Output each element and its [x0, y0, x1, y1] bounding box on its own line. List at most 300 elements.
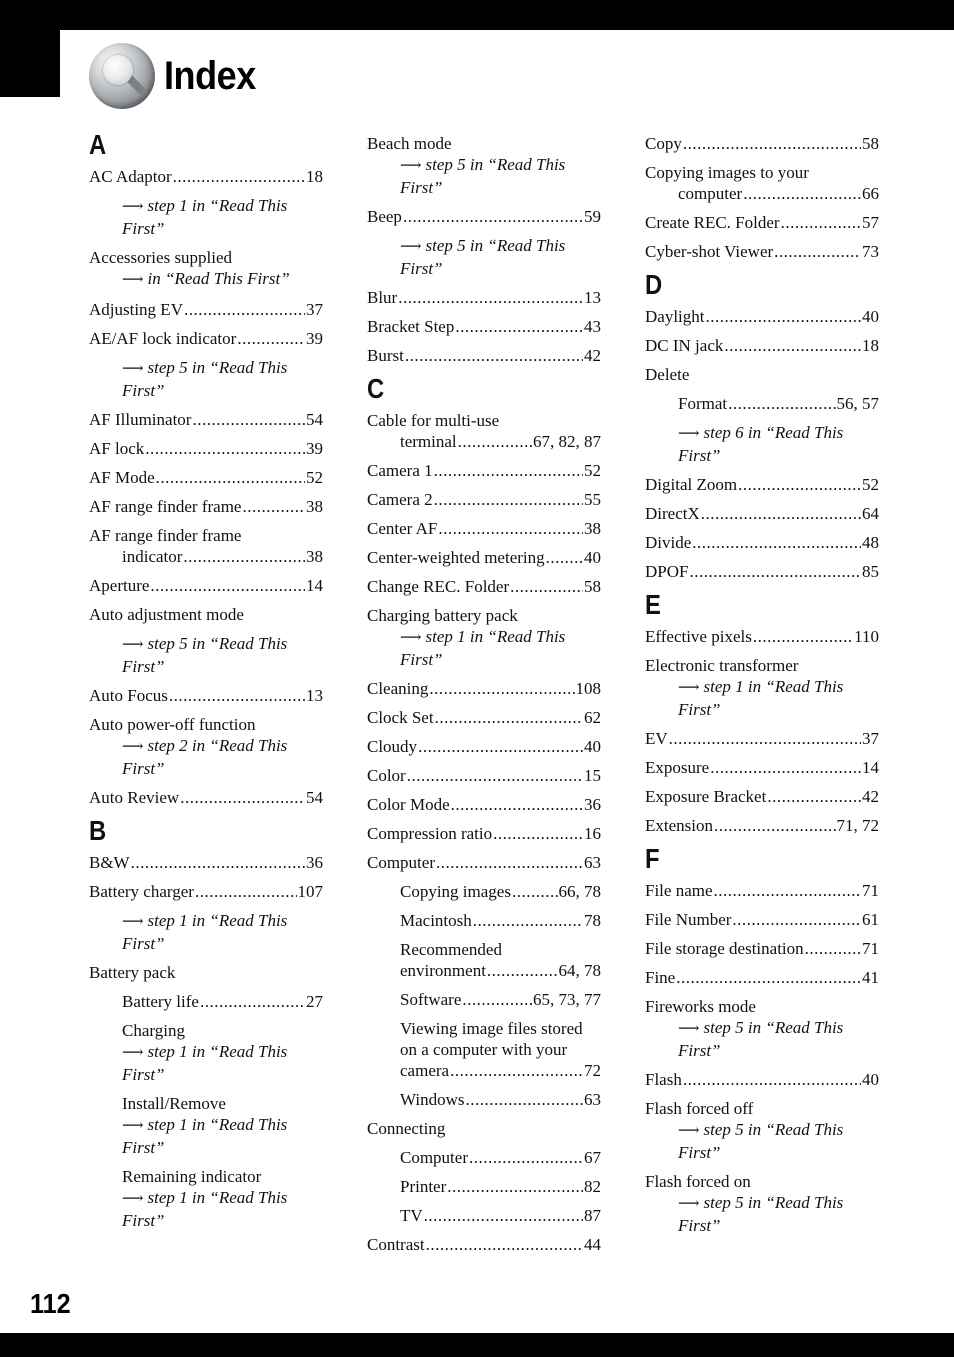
index-line — [645, 241, 879, 262]
leader-dots — [195, 881, 297, 902]
leader-dots — [429, 678, 574, 699]
page-title: Index — [164, 54, 256, 98]
leader-dots — [738, 474, 861, 495]
see-reference — [89, 268, 323, 291]
page-ref: 63 — [584, 853, 601, 872]
index-entry — [89, 575, 323, 596]
index-entry — [367, 133, 601, 198]
subentry-block — [367, 1147, 601, 1168]
index-entry — [89, 299, 323, 320]
leader-dots — [184, 299, 305, 320]
index-term: Cleaning — [367, 679, 429, 698]
see-reference-text: step 1 in “Read This — [703, 677, 844, 696]
index-term: Camera 1 — [367, 461, 433, 480]
top-black-bar — [0, 0, 954, 30]
index-term: Exposure — [645, 758, 710, 777]
see-reference-line — [122, 1114, 323, 1137]
see-reference-text-cont: First” — [122, 934, 165, 953]
see-reference-line — [122, 633, 323, 656]
index-line — [400, 910, 601, 931]
index-entry — [89, 496, 323, 517]
page-ref: 39 — [306, 439, 323, 458]
index-entry — [367, 605, 601, 670]
page-ref: 38 — [306, 547, 323, 566]
see-reference-text-cont: First” — [678, 1216, 721, 1235]
arrow-right-icon: ⟶ — [122, 1191, 144, 1207]
index-entry — [367, 852, 601, 873]
index-entry — [367, 206, 601, 227]
see-reference-text-cont: First” — [122, 1211, 165, 1230]
index-line — [645, 503, 879, 524]
index-term: computer — [678, 184, 743, 203]
index-term: Cable for multi-use — [367, 411, 500, 430]
index-term: Effective pixels — [645, 627, 752, 646]
page-ref: 72 — [584, 1061, 601, 1080]
index-term: Charging — [122, 1021, 185, 1040]
page-ref: 87 — [584, 1206, 601, 1225]
page-ref: 37 — [306, 300, 323, 319]
magnifier-icon — [89, 43, 155, 109]
page-ref: 39 — [306, 329, 323, 348]
page-ref: 107 — [297, 882, 323, 901]
index-entry — [645, 503, 879, 524]
index-line — [400, 1147, 601, 1168]
corner-black-tab — [0, 0, 60, 97]
page-ref: 54 — [306, 788, 323, 807]
see-reference-line — [122, 910, 323, 933]
index-line — [645, 212, 879, 233]
leader-dots — [706, 306, 862, 327]
index-entry — [367, 794, 601, 815]
index-term: Change REC. Folder — [367, 577, 510, 596]
leader-dots — [512, 881, 558, 902]
index-line — [122, 991, 323, 1012]
see-reference-text: step 5 in “Read This — [425, 236, 566, 255]
see-reference-text-cont: First” — [122, 381, 165, 400]
index-term: Contrast — [367, 1235, 425, 1254]
see-reference — [645, 1119, 879, 1163]
index-line — [89, 852, 323, 873]
index-entry — [645, 306, 879, 327]
page-ref: 71, 72 — [836, 816, 879, 835]
page-ref: 71 — [862, 881, 879, 900]
index-term: Flash — [645, 1070, 682, 1089]
index-entry — [645, 335, 879, 356]
arrow-right-icon: ⟶ — [122, 272, 144, 288]
leader-dots — [183, 546, 305, 567]
index-term: camera — [400, 1061, 450, 1080]
index-term: Clock Set — [367, 708, 434, 727]
index-entry — [645, 162, 879, 204]
leader-dots — [743, 183, 861, 204]
index-line — [400, 1205, 601, 1226]
index-entry — [645, 967, 879, 988]
leader-dots — [435, 707, 583, 728]
index-entry — [645, 880, 879, 901]
leader-dots — [692, 532, 861, 553]
arrow-right-icon: ⟶ — [678, 680, 700, 696]
subentry-block — [367, 881, 601, 902]
see-reference-text: step 5 in “Read This — [703, 1120, 844, 1139]
page-ref: 13 — [306, 686, 323, 705]
page-ref: 38 — [306, 497, 323, 516]
see-reference-line — [400, 626, 601, 649]
index-term: Auto power-off function — [89, 715, 256, 734]
page-ref: 58 — [862, 134, 879, 153]
subentry-block — [367, 1089, 601, 1110]
page-ref: 44 — [584, 1235, 601, 1254]
subentry-block — [89, 1093, 323, 1158]
index-term: Copy — [645, 134, 682, 153]
leader-dots — [237, 328, 305, 349]
page-ref: 67, 82, 87 — [533, 432, 601, 451]
leader-dots — [781, 212, 861, 233]
leader-dots — [714, 880, 861, 901]
index-term: DPOF — [645, 562, 689, 581]
index-line — [367, 316, 601, 337]
index-term: Compression ratio — [367, 824, 493, 843]
index-line — [367, 345, 601, 366]
leader-dots — [403, 206, 583, 227]
page-ref: 78 — [584, 911, 601, 930]
index-term: environment — [400, 961, 486, 980]
index-line — [89, 685, 323, 706]
page-number: 112 — [30, 1288, 71, 1319]
index-entry — [645, 133, 879, 154]
see-reference-text: in “Read This First” — [147, 269, 290, 288]
index-term: AF Illuminator — [89, 410, 192, 429]
see-reference-line — [678, 1119, 879, 1142]
see-reference-text: step 1 in “Read This — [147, 1115, 288, 1134]
index-line — [367, 287, 601, 308]
page-ref: 67 — [584, 1148, 601, 1167]
leader-dots — [473, 910, 583, 931]
page-ref: 36 — [306, 853, 323, 872]
index-term: Camera 2 — [367, 490, 433, 509]
index-term: Blur — [367, 288, 398, 307]
see-reference — [367, 235, 601, 279]
index-line — [89, 328, 323, 349]
index-term: Charging battery pack — [367, 606, 518, 625]
leader-dots — [150, 575, 305, 596]
see-reference — [367, 154, 601, 198]
index-entry — [89, 409, 323, 430]
see-reference — [89, 633, 323, 677]
index-line — [400, 960, 601, 981]
index-line — [89, 299, 323, 320]
leader-dots — [487, 960, 558, 981]
page-ref: 40 — [862, 307, 879, 326]
index-line — [89, 787, 323, 808]
page-ref: 56, 57 — [836, 394, 879, 413]
leader-dots — [192, 409, 305, 430]
index-line — [645, 183, 879, 204]
see-reference-line — [400, 235, 601, 258]
index-line — [89, 438, 323, 459]
index-reference — [89, 357, 323, 401]
index-entry — [645, 655, 879, 720]
index-term: Divide — [645, 533, 692, 552]
index-term: File Number — [645, 910, 732, 929]
index-line — [645, 626, 879, 647]
leader-dots — [436, 852, 583, 873]
page-ref: 64, 78 — [558, 961, 601, 980]
index-line — [89, 575, 323, 596]
see-reference-text-cont: First” — [678, 700, 721, 719]
index-entry — [89, 438, 323, 459]
index-entry — [89, 714, 323, 779]
see-reference-text-cont: First” — [400, 178, 443, 197]
index-reference — [89, 910, 323, 954]
index-line — [645, 335, 879, 356]
see-reference-text: step 5 in “Read This — [703, 1018, 844, 1037]
leader-dots — [724, 335, 861, 356]
index-entry — [645, 1171, 879, 1236]
index-entry — [89, 685, 323, 706]
index-term: TV — [400, 1206, 423, 1225]
index-entry — [89, 787, 323, 808]
leader-dots — [676, 967, 861, 988]
index-subentry — [367, 1176, 601, 1197]
page-ref: 40 — [862, 1070, 879, 1089]
page-ref: 65, 73, 77 — [533, 990, 601, 1009]
index-line — [400, 881, 601, 902]
index-entry — [645, 728, 879, 749]
leader-dots — [131, 852, 305, 873]
index-term: Fireworks mode — [645, 997, 756, 1016]
page-ref: 66, 78 — [558, 882, 601, 901]
index-subentry — [89, 991, 323, 1012]
leader-dots — [714, 815, 836, 836]
leader-dots — [242, 496, 305, 517]
page-ref: 59 — [584, 207, 601, 226]
index-entry — [645, 241, 879, 262]
index-line — [367, 431, 601, 452]
arrow-right-icon: ⟶ — [122, 914, 144, 930]
arrow-right-icon: ⟶ — [122, 1045, 144, 1061]
index-subentry — [645, 393, 879, 414]
see-reference — [645, 1192, 879, 1236]
arrow-right-icon: ⟶ — [678, 1123, 700, 1139]
index-term: DC IN jack — [645, 336, 724, 355]
section-letter: D — [645, 269, 663, 300]
index-subentry — [367, 1089, 601, 1110]
index-line — [678, 393, 879, 414]
page-ref: 13 — [584, 288, 601, 307]
arrow-right-icon: ⟶ — [122, 739, 144, 755]
index-line — [367, 518, 601, 539]
index-line — [645, 967, 879, 988]
see-reference-text-cont: First” — [400, 259, 443, 278]
index-entry — [367, 678, 601, 699]
index-term: Center AF — [367, 519, 438, 538]
index-entry — [367, 316, 601, 337]
see-reference — [89, 357, 323, 401]
index-term: Recommended — [400, 940, 502, 959]
index-entry — [645, 909, 879, 930]
index-column-3 — [645, 133, 879, 1244]
index-line — [400, 989, 601, 1010]
index-subentry — [367, 910, 601, 931]
index-entry — [645, 474, 879, 495]
leader-dots — [462, 989, 532, 1010]
index-line — [89, 496, 323, 517]
index-line — [400, 1176, 601, 1197]
arrow-right-icon: ⟶ — [122, 637, 144, 653]
index-line — [645, 786, 879, 807]
see-reference-text: step 1 in “Read This — [147, 196, 288, 215]
index-entry — [89, 166, 323, 187]
subentry-block — [89, 1166, 323, 1231]
index-term: Auto Focus — [89, 686, 168, 705]
leader-dots — [200, 991, 305, 1012]
index-entry — [645, 212, 879, 233]
page-ref: 52 — [306, 468, 323, 487]
index-term: Aperture — [89, 576, 150, 595]
index-entry — [645, 364, 879, 385]
page-ref: 16 — [584, 824, 601, 843]
leader-dots — [710, 757, 861, 778]
index-term: Bracket Step — [367, 317, 455, 336]
page-ref: 61 — [862, 910, 879, 929]
index-subentry — [367, 989, 601, 1010]
index-line — [400, 1060, 601, 1081]
index-line — [367, 1234, 601, 1255]
index-subentry — [367, 1205, 601, 1226]
index-term: DirectX — [645, 504, 700, 523]
index-entry — [367, 707, 601, 728]
index-entry — [645, 996, 879, 1061]
page-ref: 42 — [584, 346, 601, 365]
index-subentry — [89, 1093, 323, 1158]
index-term: Computer — [367, 853, 435, 872]
see-reference-line — [122, 1041, 323, 1064]
leader-dots — [753, 626, 853, 647]
page-ref: 58 — [584, 577, 601, 596]
subentry-block — [367, 1205, 601, 1226]
section-letter: F — [645, 843, 660, 874]
page-ref: 73 — [862, 242, 879, 261]
leader-dots — [434, 460, 583, 481]
index-term: AF lock — [89, 439, 145, 458]
index-entry — [645, 938, 879, 959]
index-term: Copying images to your — [645, 163, 809, 182]
index-term: Cyber-shot Viewer — [645, 242, 774, 261]
page-ref: 43 — [584, 317, 601, 336]
leader-dots — [451, 794, 583, 815]
see-reference-line — [122, 735, 323, 758]
index-term: Printer — [400, 1177, 447, 1196]
index-line — [89, 409, 323, 430]
index-term: Battery pack — [89, 963, 176, 982]
index-line — [400, 1089, 601, 1110]
page-ref: 41 — [862, 968, 879, 987]
subentry-block — [367, 939, 601, 981]
index-entry — [645, 1098, 879, 1163]
index-term: Auto adjustment mode — [89, 605, 244, 624]
index-entry — [367, 410, 601, 452]
see-reference-line — [400, 154, 601, 177]
subentry-block — [367, 1176, 601, 1197]
index-entry — [645, 757, 879, 778]
index-line — [645, 815, 879, 836]
leader-dots — [774, 241, 861, 262]
leader-dots — [493, 823, 583, 844]
see-reference-text: step 1 in “Read This — [147, 911, 288, 930]
index-term: terminal — [400, 432, 457, 451]
index-term: AE/AF lock indicator — [89, 329, 237, 348]
index-term: Windows — [400, 1090, 465, 1109]
index-entry — [367, 576, 601, 597]
index-term: Electronic transformer — [645, 656, 799, 675]
page-ref: 15 — [584, 766, 601, 785]
index-subentry — [89, 1020, 323, 1085]
see-reference-line — [678, 676, 879, 699]
page-ref: 48 — [862, 533, 879, 552]
index-entry — [367, 345, 601, 366]
leader-dots — [180, 787, 305, 808]
see-reference — [89, 910, 323, 954]
leader-dots — [145, 438, 305, 459]
page-ref: 14 — [862, 758, 879, 777]
page-ref: 71 — [862, 939, 879, 958]
leader-dots — [689, 561, 861, 582]
index-term: Color Mode — [367, 795, 450, 814]
see-reference — [122, 1041, 323, 1085]
index-term: Cloudy — [367, 737, 418, 756]
page-ref: 62 — [584, 708, 601, 727]
index-term: Format — [678, 394, 728, 413]
see-reference-line — [678, 1017, 879, 1040]
index-entry — [645, 786, 879, 807]
arrow-right-icon: ⟶ — [122, 1118, 144, 1134]
index-term: Macintosh — [400, 911, 472, 930]
page-ref: 55 — [584, 490, 601, 509]
index-entry — [645, 1069, 879, 1090]
page-ref: 18 — [306, 167, 323, 186]
subentry-block — [89, 1020, 323, 1085]
section-letter: C — [367, 373, 385, 404]
page-ref: 57 — [862, 213, 879, 232]
index-term: Beach mode — [367, 134, 452, 153]
see-reference — [645, 1017, 879, 1061]
index-term: Create REC. Folder — [645, 213, 780, 232]
index-term: Remaining indicator — [122, 1167, 262, 1186]
leader-dots — [669, 728, 861, 749]
see-reference-text: step 6 in “Read This — [703, 423, 844, 442]
index-line — [89, 546, 323, 567]
page-ref: 42 — [862, 787, 879, 806]
see-reference-text: step 1 in “Read This — [425, 627, 566, 646]
leader-dots — [510, 576, 583, 597]
index-entry — [645, 626, 879, 647]
arrow-right-icon: ⟶ — [678, 1196, 700, 1212]
index-line — [367, 736, 601, 757]
arrow-right-icon: ⟶ — [122, 199, 144, 215]
page-ref: 52 — [584, 461, 601, 480]
see-reference — [122, 1114, 323, 1158]
index-term-cont: on a computer with your — [400, 1040, 568, 1059]
section-letter: A — [89, 129, 107, 160]
leader-dots — [701, 503, 861, 524]
index-term: Fine — [645, 968, 676, 987]
page-ref: 14 — [306, 576, 323, 595]
see-reference-text: step 5 in “Read This — [703, 1193, 844, 1212]
index-term: Daylight — [645, 307, 705, 326]
page-ref: 110 — [854, 627, 879, 646]
page-ref: 40 — [584, 548, 601, 567]
see-reference-text-cont: First” — [122, 759, 165, 778]
